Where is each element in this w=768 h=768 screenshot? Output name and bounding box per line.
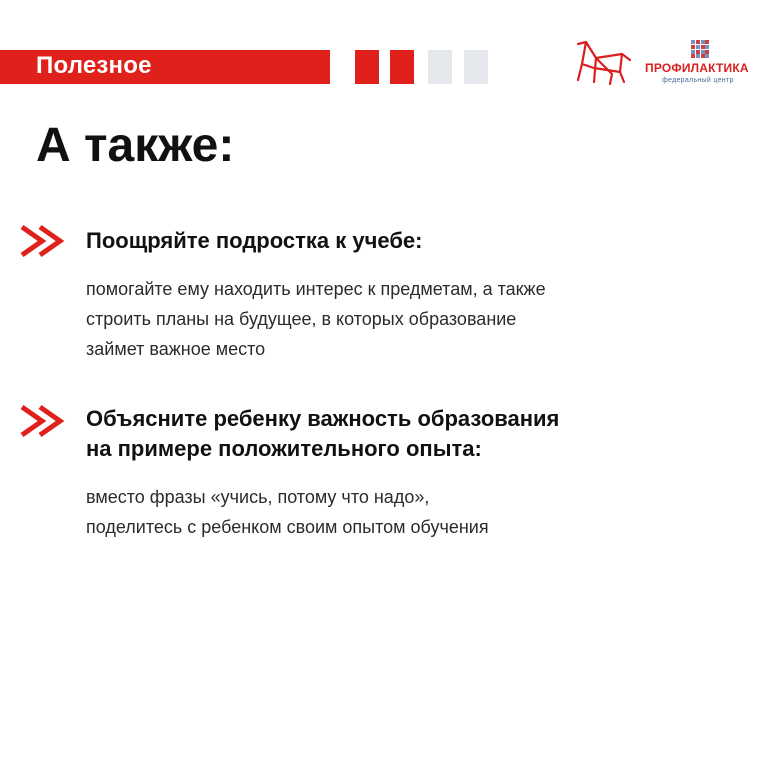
grey-block-2 <box>464 50 488 84</box>
logo-name: ПРОФИЛАКТИКА <box>645 61 749 75</box>
item-heading-1-line-1: Поощряйте подростка к учебе: <box>86 228 423 253</box>
item-body-1-line-1: помогайте ему находить интерес к предметам, а также <box>86 279 546 299</box>
grey-block-1 <box>428 50 452 84</box>
red-block-1 <box>355 50 379 84</box>
item-body-1-line-2: строить планы на будущее, в которых образование <box>86 309 517 329</box>
item-heading-2-line-1: Объясните ребенку важность образования <box>86 406 560 431</box>
item-body-1-line-3: займет важное место <box>86 339 266 359</box>
item-body-2 <box>86 482 489 542</box>
section-label: Полезное <box>36 52 152 79</box>
item-heading-2-line-2: на примере положительного опыта: <box>86 436 482 461</box>
chair-mark-icon <box>574 38 632 86</box>
item-body-1 <box>86 274 546 364</box>
double-chevron-icon <box>20 224 70 258</box>
item-body-2-line-1: вместо фразы «учись, потому что надо», <box>86 487 430 507</box>
double-chevron-icon <box>20 404 70 438</box>
dot-grid-icon <box>691 40 709 58</box>
logo-subtitle: федеральный центр <box>662 77 734 84</box>
red-block-2 <box>390 50 414 84</box>
page-title: А также: <box>36 119 235 172</box>
item-heading-2 <box>86 404 559 464</box>
item-body-2-line-2: поделитесь с ребенком своим опытом обучения <box>86 517 489 537</box>
item-heading-1 <box>86 226 422 256</box>
